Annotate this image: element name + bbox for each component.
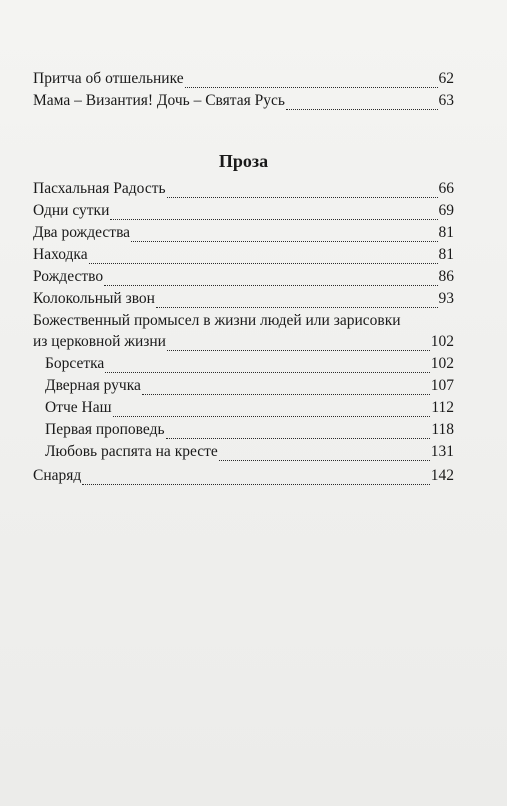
toc-entry-page: 62 [438, 70, 454, 87]
toc-entry-page: 86 [438, 268, 454, 285]
toc-entry-page: 66 [438, 180, 454, 197]
toc-entry-title: Одни сутки [33, 202, 110, 219]
toc-entry-page: 131 [430, 443, 454, 460]
leader-dots [131, 227, 437, 242]
leader-dots [185, 73, 438, 88]
toc-entry [33, 70, 454, 88]
toc-entry-title: Первая проповедь [45, 421, 165, 438]
leader-dots [167, 183, 438, 198]
leader-dots [142, 380, 430, 395]
toc-entry-page: 81 [438, 224, 454, 241]
leader-dots [110, 205, 437, 220]
toc-entry-page: 93 [438, 290, 454, 307]
toc-entry [33, 290, 454, 308]
toc-entry-title: Два рождества [33, 224, 131, 241]
toc-entry [33, 180, 454, 198]
toc-entry-title: Снаряд [33, 467, 82, 484]
toc-entry-title: Притча об отшельнике [33, 70, 184, 87]
leader-dots [156, 293, 438, 308]
toc-entry [33, 202, 454, 220]
leader-dots [219, 446, 430, 461]
leader-dots [82, 470, 429, 485]
leader-dots [104, 271, 437, 286]
toc-entry-title: Мама – Византия! Дочь – Святая Русь [33, 92, 285, 109]
toc-entry-page: 107 [430, 377, 454, 394]
toc-entry-page: 102 [430, 333, 454, 350]
toc-subentry [45, 377, 454, 395]
toc-entry-page: 81 [438, 246, 454, 263]
toc-entry-title: Пасхальная Радость [33, 180, 166, 197]
toc-subentry [45, 399, 454, 417]
toc-entry-title: Отче Наш [45, 399, 112, 416]
toc-entry-title: Колокольный звон [33, 290, 155, 307]
toc-entry [33, 333, 454, 351]
leader-dots [167, 336, 430, 351]
toc-entry-title: Находка [33, 246, 88, 263]
leader-dots [89, 249, 438, 264]
toc-entry-page: 102 [430, 355, 454, 372]
toc-entry [33, 224, 454, 242]
toc-entry-page: 69 [438, 202, 454, 219]
toc-group-title-line1: Божественный промысел в жизни людей или зарисовки [33, 312, 401, 329]
toc-entry-title: Дверная ручка [45, 377, 141, 394]
leader-dots [105, 358, 429, 373]
toc-group-title-line2: из церковной жизни [33, 333, 166, 350]
toc-subentry [45, 421, 454, 439]
toc-entry-page: 142 [430, 467, 454, 484]
leader-dots [166, 424, 431, 439]
toc-entry-page: 63 [438, 92, 454, 109]
toc-entry [33, 92, 454, 110]
toc-entry [33, 246, 454, 264]
toc-entry [33, 467, 454, 485]
toc-entry-title: Борсетка [45, 355, 105, 372]
toc-entry-page: 112 [431, 399, 454, 416]
toc-entry-title: Любовь распята на кресте [45, 443, 218, 460]
leader-dots [113, 402, 431, 417]
toc-entry [33, 268, 454, 286]
leader-dots [286, 95, 438, 110]
toc-subentry [45, 355, 454, 373]
section-heading: Проза [218, 151, 269, 171]
toc-entry-title: Рождество [33, 268, 104, 285]
toc-subentry [45, 443, 454, 461]
toc-entry-page: 118 [431, 421, 454, 438]
